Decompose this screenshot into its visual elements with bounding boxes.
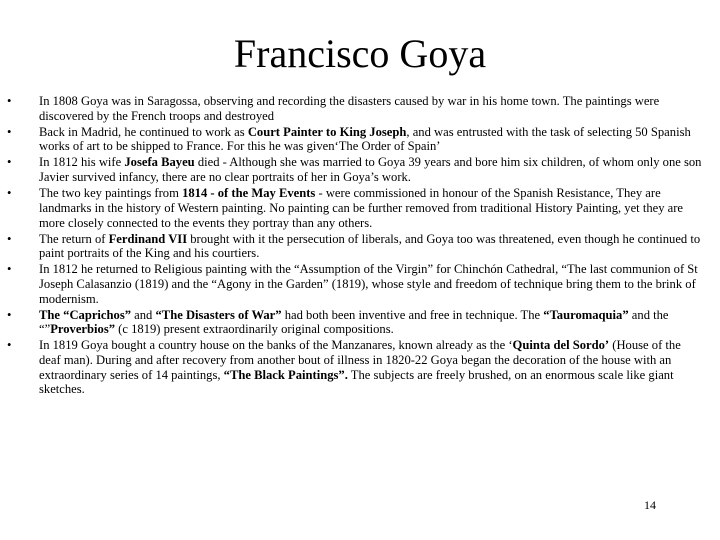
slide-title: Francisco Goya [233,31,487,76]
bold-text-run: “Tauromaquia” [543,307,629,322]
bullet-item [32,232,702,261]
bold-text-run: 1814 - of the May Events [182,186,316,201]
text-run: (House of the deaf man). During and after recovery from another bout of illness in 1820-22 Goya began the decoration of the house with an extraordinary series of 14 paintings, [39,338,681,382]
text-run: (c 1819) present extraordinarily original compositions. [115,322,394,337]
bullet-item [32,262,702,306]
bold-text-run: The “Caprichos” [39,307,132,322]
bold-text-run: “The Black Paintings”. [223,367,348,382]
text-run: and the “” [39,307,669,337]
bold-text-run: “The Disasters of War” [155,307,282,322]
bold-text-run: Proverbios” [50,322,116,337]
text-run: , and was entrusted with the task of selecting 50 Spanish works of art to be shipped to France. For this he was given‘The Order of Spain’ [39,124,691,154]
bullet-item [32,308,702,337]
text-run: died - Although she was married to Goya 39 years and bore him six children, of whom only one son Javier survived infancy, there are no clear portraits of her in Goya’s work. [39,155,702,185]
slide-number: 14 [644,498,656,512]
text-run: In 1808 Goya was in Saragossa, observing and recording the disasters caused by war in his home town. The paintings were discovered by the French troops and destroyed [39,94,660,123]
bold-text-run: Quinta del Sordo’ [512,338,610,353]
bullet-item [32,155,702,184]
text-run: Back in Madrid, he continued to work as [39,124,248,139]
text-run: brought with it the persecution of liberals, and Goya too was threatened, even though he continued to paint portraits of the King and his courtiers. [39,231,701,261]
text-run: and [131,307,156,322]
bullet-item [32,125,702,154]
bullet-list [32,94,702,398]
bullet-item [32,94,702,123]
bullet-item [32,186,702,230]
text-run: - were commissioned in honour of the Spanish Resistance, They are landmarks in the history of Western painting. No painting can be further removed from traditional History Painting, yet they are more closely connected to the events they portray than any others. [39,186,684,230]
bold-text-run: Court Painter to King Joseph [247,124,407,139]
bold-text-run: Ferdinand VII [108,231,188,246]
text-run: In 1819 Goya bought a country house on the banks of the Manzanares, known already as the ‘ [39,338,513,353]
text-run: had both been inventive and free in technique. The [281,307,544,322]
text-run: The subjects are freely brushed, on an enormous scale like giant sketches. [39,367,674,397]
text-run: The two key paintings from [39,186,183,201]
text-run: The return of [39,231,109,246]
text-run: In 1812 his wife [39,155,125,170]
text-run: In 1812 he returned to Religious painting with the “Assumption of the Virgin” for Chinchón Cathedral, “The last communion of St Joseph Calasanzio (1819) and the “Agony in the Garden” (1819), whose style and freedom of technique bring them to the brink of modernism. [39,262,698,306]
bold-text-run: Josefa Bayeu [124,155,195,170]
bullet-item [32,338,702,397]
